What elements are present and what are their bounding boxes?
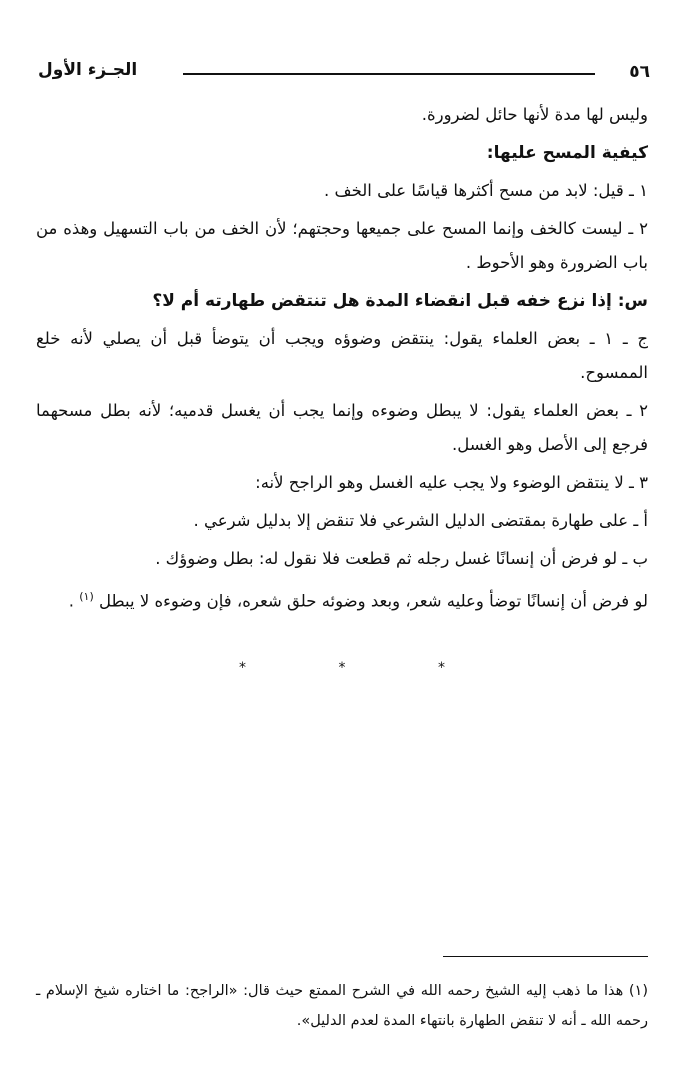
paragraph-end: .: [68, 591, 74, 611]
paragraph-text: لو فرض أن إنسانًا توضأ وعليه شعر، وبعد وضوئه حلق شعره، فإن وضوءه لا يبطل: [99, 591, 648, 611]
paragraph: [36, 580, 648, 619]
page-number: ٥٦: [629, 62, 650, 82]
paragraph: أ ـ على طهارة بمقتضى الدليل الشرعي فلا تنقض إلا بدليل شرعي .: [193, 511, 648, 530]
paragraph: ب ـ لو فرض أن إنسانًا غسل رجله ثم قطعت فلا نقول له: بطل وضوؤك .: [155, 549, 648, 568]
paragraph: ١ ـ قيل: لابد من مسح أكثرها قياسًا على الخف .: [324, 181, 648, 200]
section-separator: * * *: [239, 660, 489, 676]
main-text: [36, 98, 648, 623]
header-rule: [183, 73, 595, 75]
paragraph: ٢ ـ ليست كالخف وإنما المسح على جميعها وحجتهم؛ لأن الخف من باب التسهيل وهذه من باب الضرورة وهو الأحوط .: [36, 219, 648, 272]
footnote-text: (١) هذا ما ذهب إليه الشيخ رحمه الله في الشرح الممتع حيث قال: «الراجح: ما اختاره شيخ الإسلام ـ رحمه الله ـ أنه لا تنقض الطهارة بانتهاء المدة لعدم الدليل».: [36, 983, 648, 1029]
footnote: [36, 976, 648, 1036]
paragraph: ٣ ـ لا ينتقض الوضوء ولا يجب عليه الغسل وهو الراجح لأنه:: [255, 473, 648, 492]
page-header: [38, 58, 650, 88]
question-heading: س: إذا نزع خفه قبل انقضاء المدة هل تنتقض طهارته أم لا؟: [152, 291, 648, 311]
running-title: الجـزء الأول: [38, 60, 138, 80]
paragraph: ج ـ ١ ـ بعض العلماء يقول: ينتقض وضوؤه ويجب أن يتوضأ قبل أن يصلي لأنه خلع الممسوح.: [36, 329, 648, 382]
paragraph: ٢ ـ بعض العلماء يقول: لا يبطل وضوءه وإنما يجب أن يغسل قدميه؛ لأنه بطل مسحهما فرجع إلى الأصل وهو الغسل.: [36, 401, 648, 454]
paragraph: وليس لها مدة لأنها حائل لضرورة.: [421, 105, 648, 124]
footnote-reference[interactable]: (١): [79, 590, 94, 603]
section-heading: كيفية المسح عليها:: [486, 143, 648, 163]
footnote-rule: [443, 956, 648, 957]
